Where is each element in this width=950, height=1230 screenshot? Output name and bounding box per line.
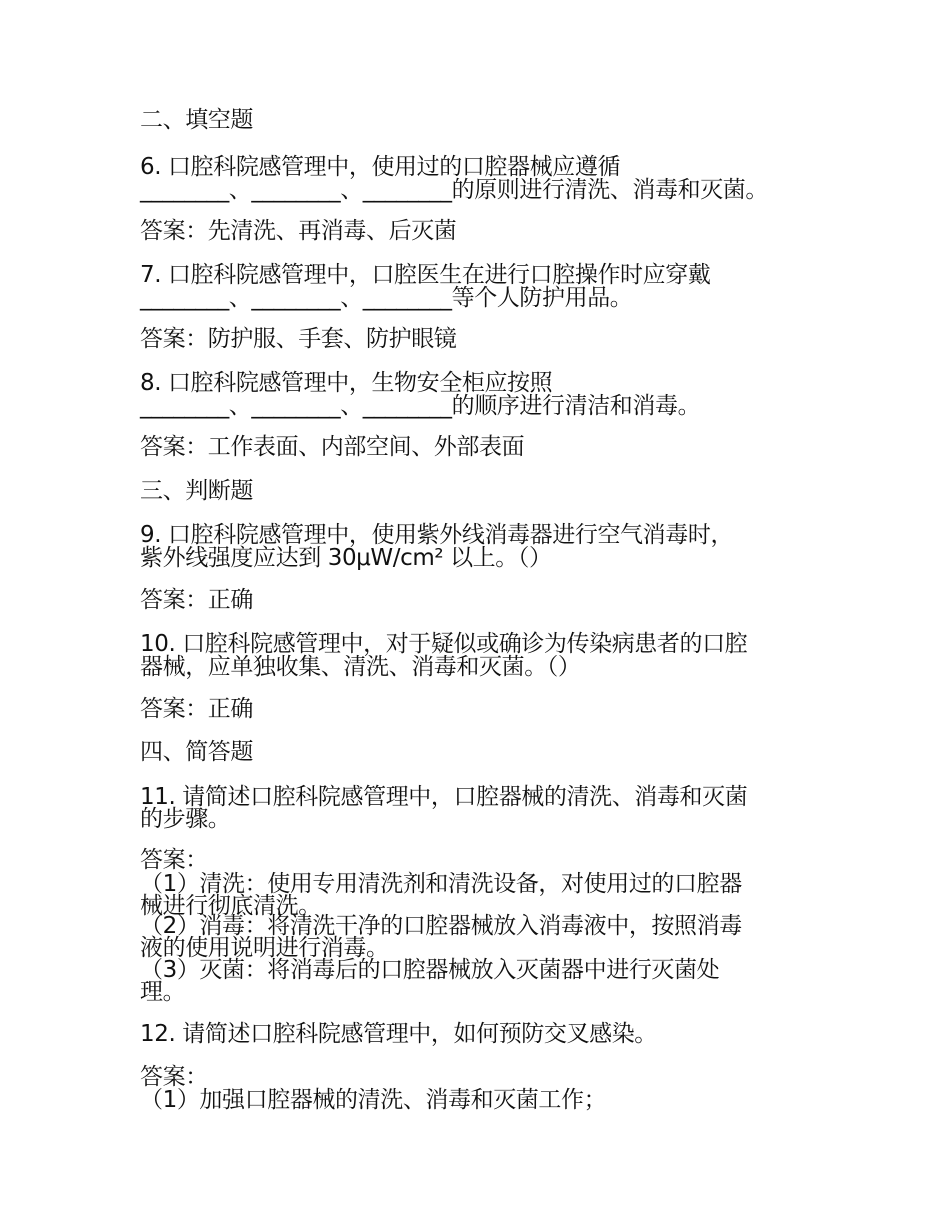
question-12-line-1: 12. 请简述口腔科院感管理中，如何预防交叉感染。 xyxy=(140,1021,657,1047)
answer-11-step-1-cont: 械进行彻底清洗。 xyxy=(140,893,321,919)
answer-11-label: 答案： xyxy=(140,847,208,873)
question-7-line-2: ________、________、________等个人防护用品。 xyxy=(140,285,633,311)
question-6-line-1: 6. 口腔科院感管理中，使用过的口腔器械应遵循 xyxy=(140,154,621,180)
question-11-line-1: 11. 请简述口腔科院感管理中，口腔器械的清洗、消毒和灭菌 xyxy=(140,784,748,810)
answer-9: 答案：正确 xyxy=(140,587,254,613)
question-11-line-2: 的步骤。 xyxy=(140,806,231,832)
question-9-line-2: 紫外线强度应达到 30μW/cm² 以上。（） xyxy=(140,545,552,571)
answer-8: 答案：工作表面、内部空间、外部表面 xyxy=(140,434,525,460)
question-10-line-2: 器械，应单独收集、清洗、消毒和灭菌。（） xyxy=(140,654,581,680)
answer-11-step-2: （2）消毒：将清洗干净的口腔器械放入消毒液中，按照消毒 xyxy=(140,913,742,939)
question-7-line-1: 7. 口腔科院感管理中，口腔医生在进行口腔操作时应穿戴 xyxy=(140,262,711,288)
question-9-line-1: 9. 口腔科院感管理中，使用紫外线消毒器进行空气消毒时， xyxy=(140,522,734,548)
question-8-line-1: 8. 口腔科院感管理中，生物安全柜应按照 xyxy=(140,370,553,396)
answer-12-label: 答案： xyxy=(140,1064,208,1090)
answer-7: 答案：防护服、手套、防护眼镜 xyxy=(140,326,457,352)
answer-10: 答案：正确 xyxy=(140,696,254,722)
answer-11-step-3-cont: 理。 xyxy=(140,979,186,1005)
question-6-line-2: ________、________、________的原则进行清洗、消毒和灭菌。 xyxy=(140,177,769,203)
answer-6: 答案：先清洗、再消毒、后灭菌 xyxy=(140,218,457,244)
section-heading-true-false: 三、判断题 xyxy=(140,478,254,504)
answer-11-step-2-cont: 液的使用说明进行消毒。 xyxy=(140,935,389,961)
section-heading-short-answer: 四、简答题 xyxy=(140,739,254,765)
question-10-line-1: 10. 口腔科院感管理中，对于疑似或确诊为传染病患者的口腔 xyxy=(140,631,748,657)
answer-11-step-1: （1）清洗：使用专用清洗剂和清洗设备，对使用过的口腔器 xyxy=(140,871,742,897)
question-8-line-2: ________、________、________的顺序进行清洁和消毒。 xyxy=(140,393,701,419)
answer-12-step-1: （1）加强口腔器械的清洗、消毒和灭菌工作； xyxy=(140,1087,607,1113)
answer-11-step-3: （3）灭菌：将消毒后的口腔器械放入灭菌器中进行灭菌处 xyxy=(140,957,720,983)
section-heading-fill-blank: 二、填空题 xyxy=(140,107,254,133)
